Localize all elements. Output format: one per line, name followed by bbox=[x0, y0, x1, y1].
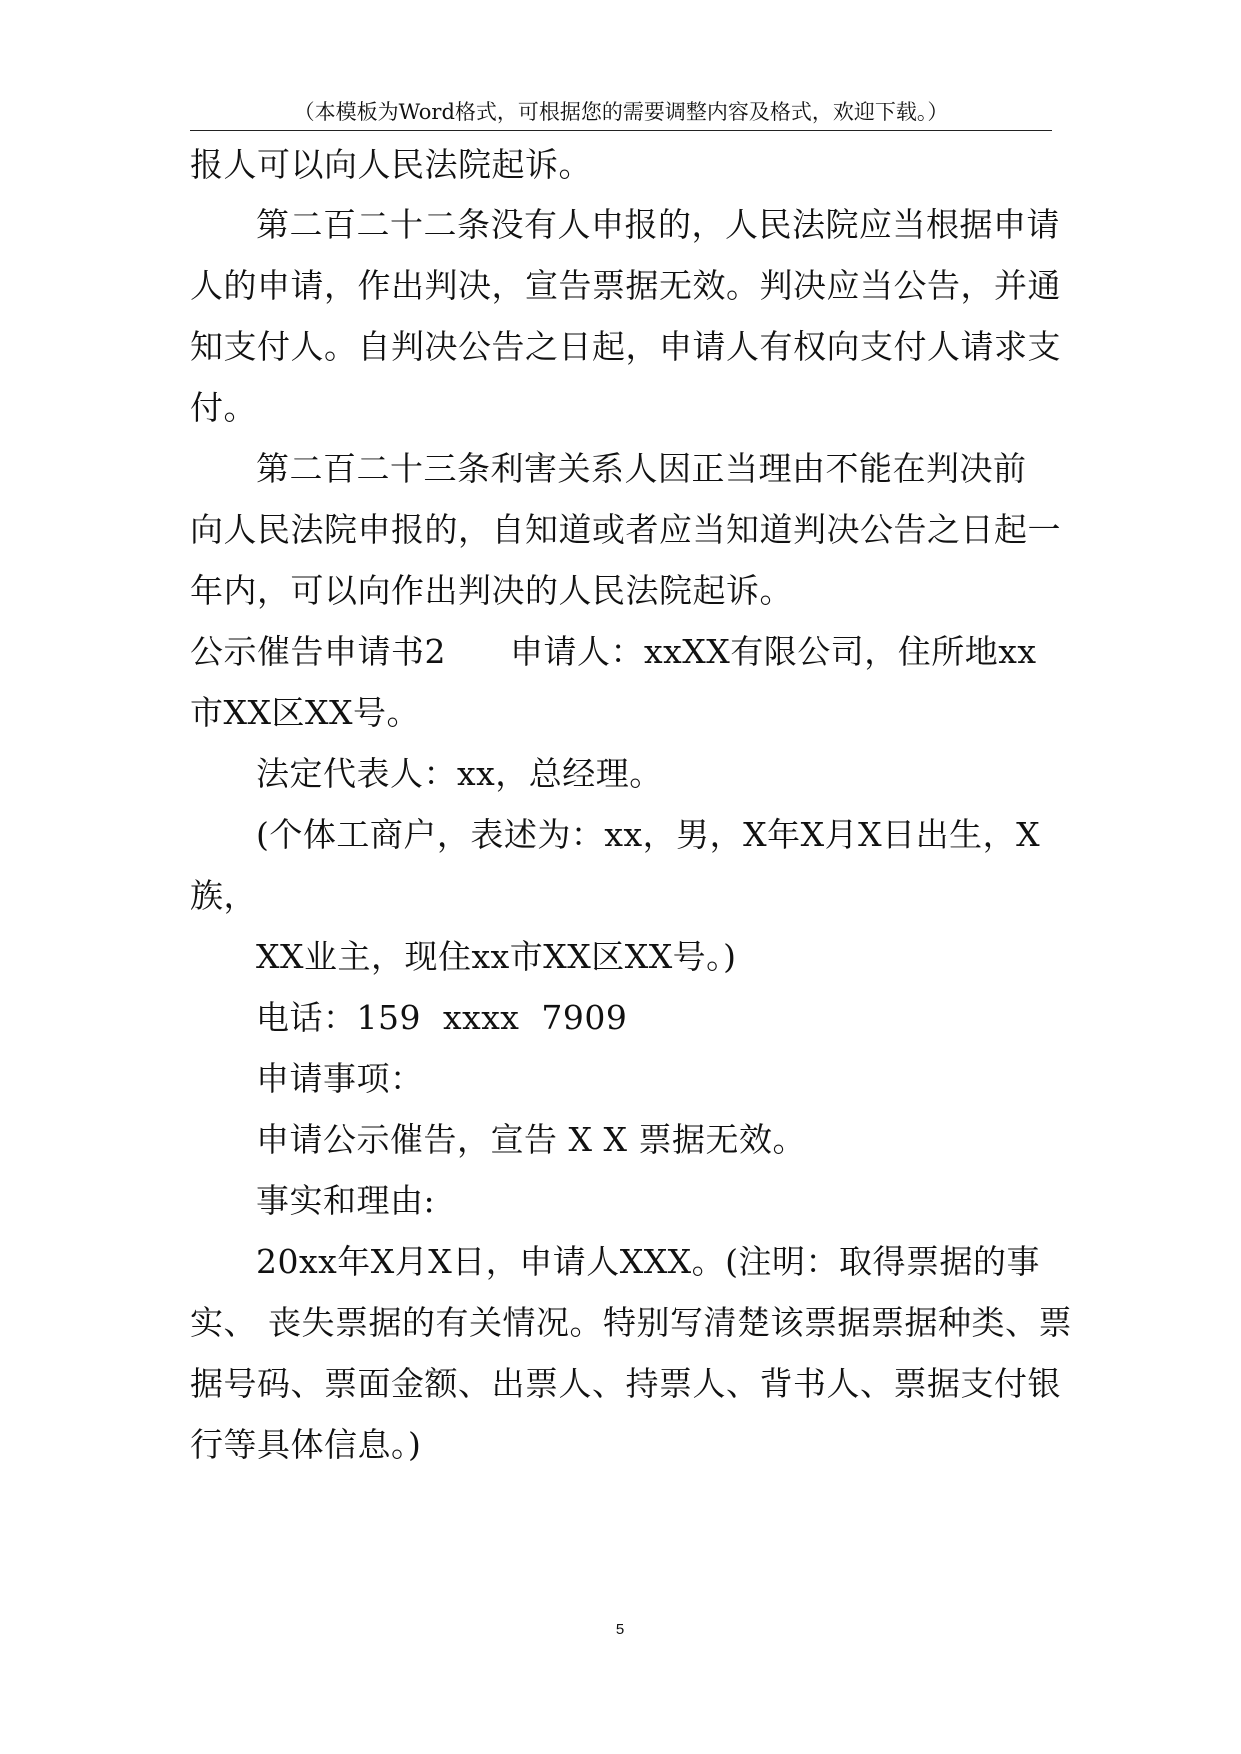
paragraph-line: 20xx年X月X日，申请人XXX。(注明：取得票据的事 bbox=[256, 1242, 1041, 1281]
paragraph-line: 知支付人。自判决公告之日起，申请人有权向支付人请求支 bbox=[190, 327, 1061, 366]
paragraph-line: 年内，可以向作出判决的人民法院起诉。 bbox=[190, 571, 793, 610]
paragraph-line: 付。 bbox=[190, 388, 257, 427]
paragraph-line: XX业主，现住xx市XX区XX号。) bbox=[256, 937, 737, 976]
paragraph-line: 电话：159 xxxx 7909 bbox=[256, 998, 628, 1037]
page-header: （本模板为Word格式，可根据您的需要调整内容及格式，欢迎下载。） bbox=[293, 100, 949, 124]
paragraph-line: 第二百二十三条利害关系人因正当理由不能在判决前 bbox=[256, 449, 1027, 488]
paragraph-line: 据号码、票面金额、出票人、持票人、背书人、票据支付银 bbox=[190, 1364, 1061, 1403]
paragraph-line: 事实和理由: bbox=[256, 1181, 436, 1220]
paragraph-line: (个体工商户，表述为：xx，男，X年X月X日出生，X bbox=[256, 815, 1041, 854]
paragraph-line: 实、 丧失票据的有关情况。特别写清楚该票据票据种类、票 bbox=[190, 1303, 1072, 1342]
paragraph-line: 第二百二十二条没有人申报的，人民法院应当根据申请 bbox=[256, 205, 1060, 244]
paragraph-line: 向人民法院申报的，自知道或者应当知道判决公告之日起一 bbox=[190, 510, 1061, 549]
applicant-text: 申请人：xxXX有限公司，住所地xx bbox=[510, 632, 1037, 671]
paragraph-line: 行等具体信息。) bbox=[190, 1425, 422, 1464]
document-title: 公示催告申请书2 bbox=[190, 632, 446, 671]
paragraph-line bbox=[190, 632, 1036, 672]
paragraph-line: 法定代表人：xx，总经理。 bbox=[256, 754, 663, 793]
paragraph-line: 申请事项： bbox=[256, 1059, 424, 1098]
paragraph-line: 人的申请，作出判决，宣告票据无效。判决应当公告，并通 bbox=[190, 266, 1061, 305]
paragraph-line: 市XX区XX号。 bbox=[190, 693, 420, 732]
header-divider bbox=[190, 130, 1052, 131]
paragraph-line: 报人可以向人民法院起诉。 bbox=[190, 145, 592, 184]
paragraph-line: 申请公示催告，宣告 X X 票据无效。 bbox=[256, 1120, 806, 1159]
page-number: 5 bbox=[615, 1621, 625, 1638]
paragraph-line: 族， bbox=[190, 876, 257, 915]
